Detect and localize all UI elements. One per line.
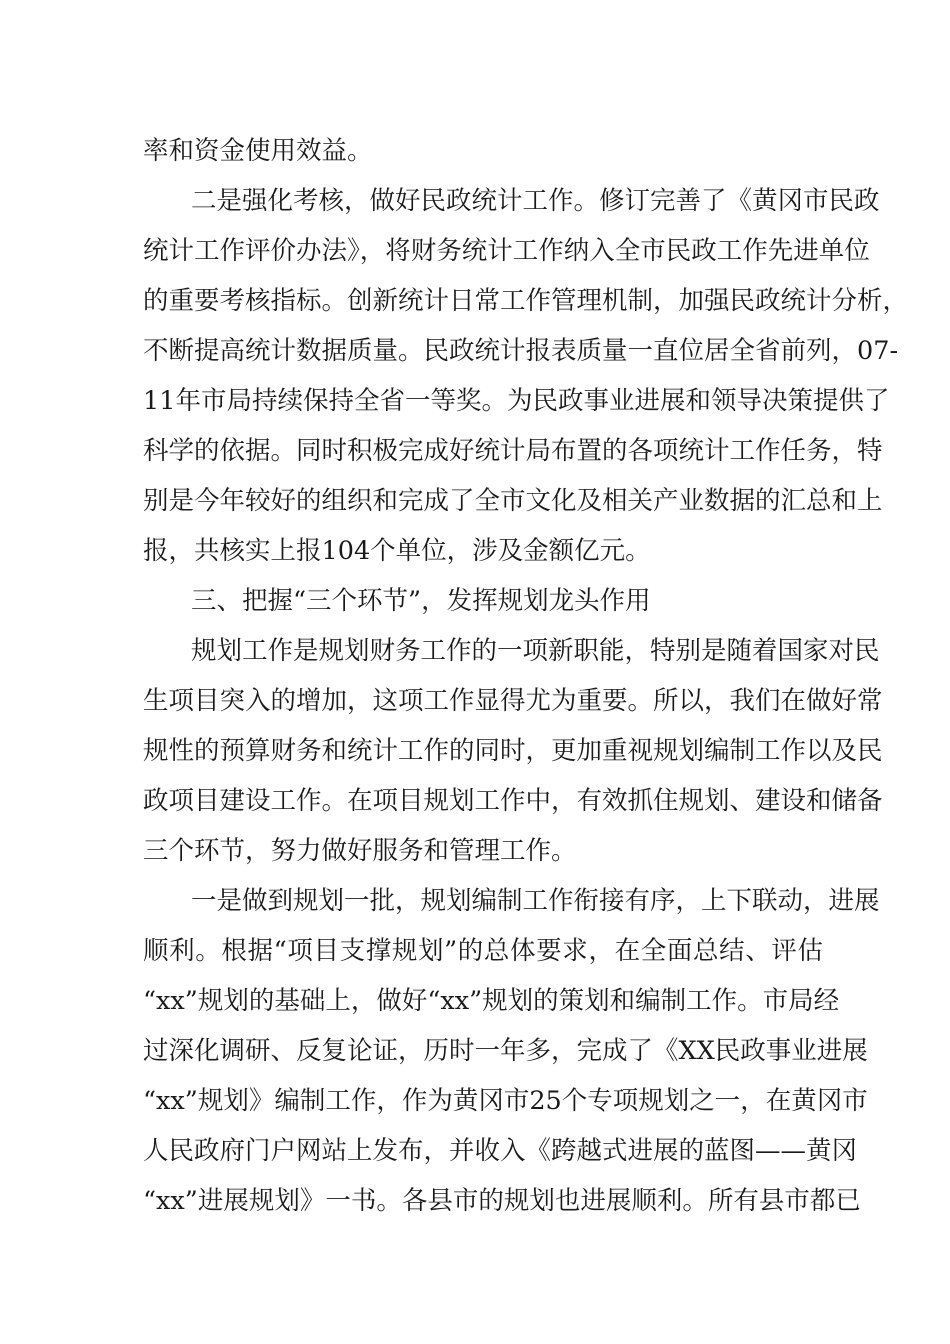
text-line: “xx”规划》编制工作，作为黄冈市25个专项规划之一，在黄冈市: [143, 1086, 868, 1116]
text-line: 规性的预算财务和统计工作的同时，更加重视规划编制工作以及民: [143, 736, 883, 766]
section-heading: 三、把握“三个环节”，发挥规划龙头作用: [191, 586, 651, 616]
text-line: 报，共核实上报104个单位，涉及金额亿元。: [143, 536, 651, 566]
text-line: 统计工作评价办法》，将财务统计工作纳入全市民政工作先进单位: [143, 236, 870, 266]
text-line: 政项目建设工作。在项目规划工作中，有效抓住规划、建设和储备: [143, 786, 883, 816]
text-line: 过深化调研、反复论证，历时一年多，完成了《XX民政事业进展: [143, 1036, 868, 1066]
text-line: “xx”规划的基础上，做好“xx”规划的策划和编制工作。市局经: [143, 986, 840, 1016]
text-line: 生项目突入的增加，这项工作显得尤为重要。所以，我们在做好常: [143, 686, 883, 716]
paragraph-start-line: 一是做到规划一批，规划编制工作衔接有序，上下联动，进展: [191, 886, 880, 916]
text-line: 11年市局持续保持全省一等奖。为民政事业进展和领导决策提供了: [143, 386, 890, 416]
text-line: 的重要考核指标。创新统计日常工作管理机制，加强民政统计分析，: [143, 286, 909, 316]
text-line: “xx”进展规划》一书。各县市的规划也进展顺利。所有县市都已: [143, 1186, 861, 1216]
text-line: 不断提高统计数据质量。民政统计报表质量一直位居全省前列，07-: [143, 336, 899, 366]
text-line: 率和资金使用效益。: [143, 136, 373, 166]
text-line: 人民政府门户网站上发布，并收入《跨越式进展的蓝图——黄冈: [143, 1136, 858, 1166]
text-line: 三个环节，努力做好服务和管理工作。: [143, 836, 577, 866]
text-line: 科学的依据。同时积极完成好统计局布置的各项统计工作任务，特: [143, 436, 883, 466]
text-line: 别是今年较好的组织和完成了全市文化及相关产业数据的汇总和上: [143, 486, 883, 516]
paragraph-start-line: 规划工作是规划财务工作的一项新职能，特别是随着国家对民: [191, 636, 880, 666]
text-line: 顺利。根据“项目支撑规划”的总体要求，在全面总结、评估: [143, 936, 823, 966]
paragraph-start-line: 二是强化考核，做好民政统计工作。修订完善了《黄冈市民政: [191, 186, 880, 216]
